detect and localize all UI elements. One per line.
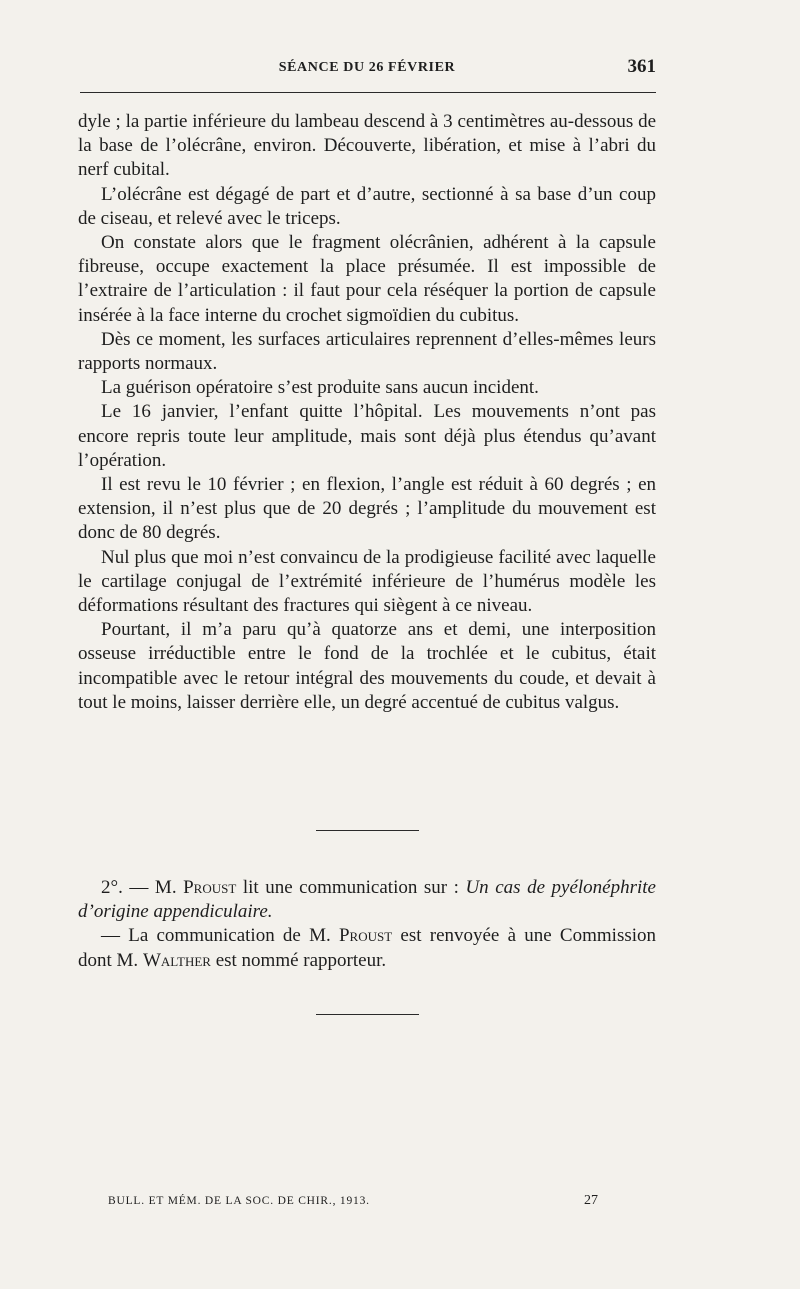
paragraph: dyle ; la partie inférieure du lambeau descend à 3 centimètres au-dessous de la base de l’olécrâne, environ. Découverte, libération, et mise à l’abri du nerf cubital.	[78, 111, 656, 181]
signature-mark: 27	[584, 1193, 598, 1208]
referral-middle: est renvoyée à une Commission dont M.	[78, 925, 657, 971]
paragraph: Pourtant, il m’a paru qu’à quatorze ans et demi, une interposition osseuse irréductible entre le fond de la trochlée et le cubitus, était incompatible avec le retour intégral des mouvements du coude, et devait à tout le moins, laisser derrière elle, un degré accentué de cubitus valgus.	[78, 619, 656, 713]
page-footer	[108, 1193, 598, 1213]
communication-notice	[78, 876, 656, 973]
paragraph: On constate alors que le fragment olécrânien, adhérent à la capsule fibreuse, occupe exactement la place présumée. Il est impossible de l’extraire de l’articulation : il faut pour cela réséquer la portion de capsule insérée à la face interne du crochet sigmoïdien du cubitus.	[78, 232, 656, 326]
running-title: SÉANCE DU 26 FÉVRIER	[278, 60, 456, 75]
communication-line	[78, 876, 656, 924]
referral-prefix: — La communication de M.	[101, 925, 331, 947]
dash: —	[129, 877, 149, 898]
running-head	[78, 56, 656, 80]
author-title: M.	[154, 877, 177, 898]
journal-citation: BULL. ET MÉM. DE LA SOC. DE CHIR., 1913.	[108, 1195, 370, 1207]
paragraph: Il est revu le 10 février ; en flexion, l’angle est réduit à 60 degrés ; en extension, il n’est plus que de 20 degrés ; l’amplitude du mouvement est donc de 80 degrés.	[78, 474, 656, 544]
page-number: 361	[627, 56, 656, 77]
section-separator	[316, 830, 419, 831]
header-rule	[80, 92, 656, 93]
paragraph: La guérison opératoire s’est produite sans aucun incident.	[101, 377, 539, 399]
rapporteur-name: Walther	[142, 949, 211, 971]
paragraph: Le 16 janvier, l’enfant quitte l’hôpital. Les mouvements n’ont pas encore repris toute leur amplitude, mais sont déjà plus étendus qu’avant l’opération.	[78, 401, 656, 471]
referral-author: Proust	[338, 925, 393, 947]
item-number: 2°.	[101, 877, 123, 898]
section-separator	[316, 1014, 419, 1015]
referral-suffix: est nommé rapporteur.	[215, 949, 387, 971]
communication-verb: lit une communication sur :	[242, 877, 459, 898]
paragraph: L’olécrâne est dégagé de part et d’autre, sectionné à sa base d’un coup de ciseau, et relevé avec le triceps.	[78, 183, 656, 229]
referral-line	[78, 924, 656, 972]
paragraph: Nul plus que moi n’est convaincu de la prodigieuse facilité avec laquelle le cartilage conjugal de l’extrémité inférieure de l’humérus modèle les déformations résultant des fractures qui siègent à ce niveau.	[78, 546, 656, 617]
paragraph: Dès ce moment, les surfaces articulaires reprennent d’elles-mêmes leurs rapports normaux.	[78, 328, 656, 375]
body-text	[78, 110, 656, 715]
author-name: Proust	[183, 877, 237, 898]
communication-title: Un cas de pyélonéphrite d’origine appendiculaire.	[78, 877, 656, 923]
